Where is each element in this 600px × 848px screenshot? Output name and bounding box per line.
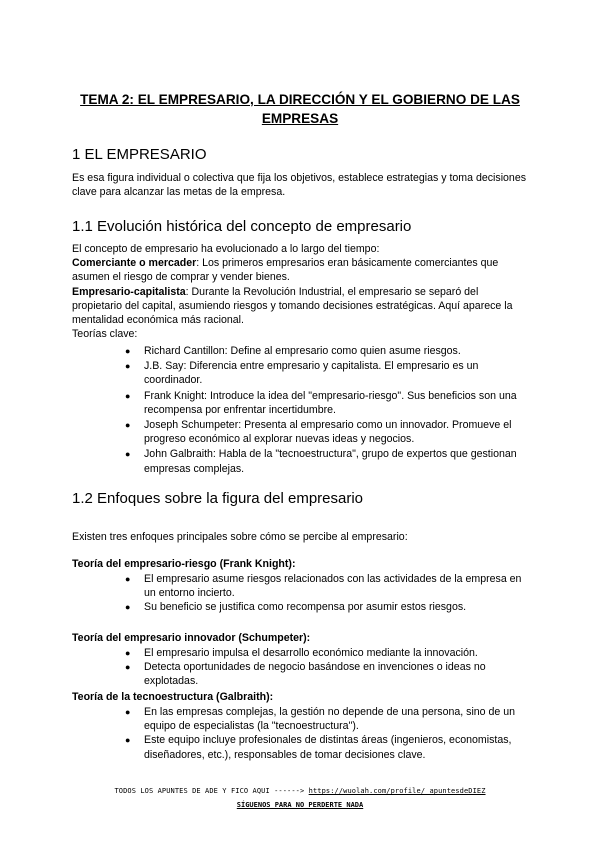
theory-points-tecnoestructura [125, 705, 528, 762]
theory-title-riesgo: Teoría del empresario-riesgo (Frank Knight): [72, 558, 296, 570]
footer-profile-link[interactable]: https://wuolah.com/profile/_apuntesdeDIEZ [308, 787, 486, 795]
teorias-label: Teorías clave: [72, 328, 138, 341]
bullet-icon: ● [125, 390, 131, 401]
teorias-list [125, 344, 524, 477]
evolucion-item-comerciante [72, 256, 530, 284]
footer-promo-text: TODOS LOS APUNTES DE ADE Y FICO AQUI [114, 787, 270, 795]
list-item [125, 600, 528, 614]
list-item [125, 705, 528, 733]
bullet-icon: ● [125, 346, 131, 356]
bullet-icon: ● [125, 420, 131, 431]
bullet-icon: ● [125, 449, 131, 460]
section-heading-empresario: 1 EL EMPRESARIO [72, 146, 207, 163]
footer-promo-line [0, 787, 600, 795]
bullet-icon: ● [125, 574, 131, 584]
bullet-icon: ● [125, 707, 131, 717]
term-comerciante: Comerciante o mercader [72, 257, 197, 270]
teoria-text: John Galbraith: Habla de la "tecnoestructura", grupo de expertos que gestionan empresas complejas. [144, 448, 517, 475]
bullet-icon: ● [125, 648, 131, 658]
section-evolucion-body [72, 242, 530, 341]
bullet-icon: ● [125, 735, 131, 746]
section-enfoques-body [72, 530, 530, 544]
footer-follow-line: SÍGUENOS PARA NO PERDERTE NADA [236, 801, 364, 809]
enfoques-intro: Existen tres enfoques principales sobre cómo se percibe al empresario: [72, 531, 408, 543]
list-item [125, 733, 528, 761]
document-title: TEMA 2: EL EMPRESARIO, LA DIRECCIÓN Y EL GOBIERNO DE LAS EMPRESAS [80, 92, 520, 126]
section-empresario-body [72, 171, 530, 199]
list-item [125, 572, 528, 600]
point-text: Detecta oportunidades de negocio basándose en invenciones o ideas no explotadas. [144, 661, 486, 688]
list-item [125, 447, 524, 475]
evolucion-item-capitalista [72, 285, 530, 328]
theory-title-tecnoestructura: Teoría de la tecnoestructura (Galbraith): [72, 691, 274, 703]
point-text: En las empresas complejas, la gestión no depende de una persona, sino de un equipo de especialistas (la "tecnoestructura"). [144, 706, 516, 733]
theory-points-innovador [125, 646, 528, 689]
evolucion-intro: El concepto de empresario ha evolucionado a lo largo del tiempo: [72, 243, 380, 255]
bullet-icon: ● [125, 662, 131, 673]
list-item [125, 660, 528, 688]
point-text: El empresario asume riesgos relacionados con las actividades de la empresa en un entorno incierto. [144, 573, 522, 600]
list-item [125, 344, 524, 358]
term-capitalista: Empresario-capitalista [72, 285, 186, 298]
point-text: El empresario impulsa el desarrollo económico mediante la innovación. [144, 647, 478, 659]
empresario-definition: Es esa figura individual o colectiva que fija los objetivos, establece estrategias y toma decisiones clave para alcanzar las metas de la empresa. [72, 172, 527, 199]
point-text: Su beneficio se justifica como recompensa por asumir estos riesgos. [144, 601, 467, 614]
teoria-text: J.B. Say: Diferencia entre empresario y capitalista. El empresario es un coordinador. [144, 360, 479, 387]
list-item [125, 359, 524, 387]
list-item [125, 646, 528, 660]
section-heading-enfoques: 1.2 Enfoques sobre la figura del empresario [72, 490, 364, 507]
teoria-text: Richard Cantillon: Define al empresario como quien asume riesgos. [144, 345, 461, 357]
footer-arrow: ------> [274, 787, 305, 795]
section-heading-evolucion: 1.1 Evolución histórica del concepto de empresario [72, 218, 412, 235]
text-capitalista: : Durante la Revolución Industrial, el empresario se separó del propietario del capital, asumiendo riesgos y tomando decisiones estratégicas. Aquí aparece la mentalidad económica más racional. [72, 285, 513, 327]
text-comerciante: : Los primeros empresarios eran básicamente comerciantes que asumen el riesgo de comprar y vender bienes. [72, 257, 499, 284]
bullet-icon: ● [125, 361, 131, 372]
list-item [125, 389, 524, 417]
list-item [125, 418, 524, 446]
teoria-text: Frank Knight: Introduce la idea del "empresario-riesgo". Sus beneficios son una recompensa por enfrentar incertidumbre. [144, 389, 517, 416]
theory-title-innovador: Teoría del empresario innovador (Schumpeter): [72, 632, 311, 644]
teoria-text: Joseph Schumpeter: Presenta al empresario como un innovador. Promueve el progreso económico al explorar nuevas ideas y negocios. [144, 419, 512, 446]
theory-points-riesgo [125, 572, 528, 615]
bullet-icon: ● [125, 602, 131, 613]
point-text: Este equipo incluye profesionales de distintas áreas (ingenieros, economistas, diseñadores, etc.), responsables de tomar decisiones clave. [144, 734, 512, 761]
